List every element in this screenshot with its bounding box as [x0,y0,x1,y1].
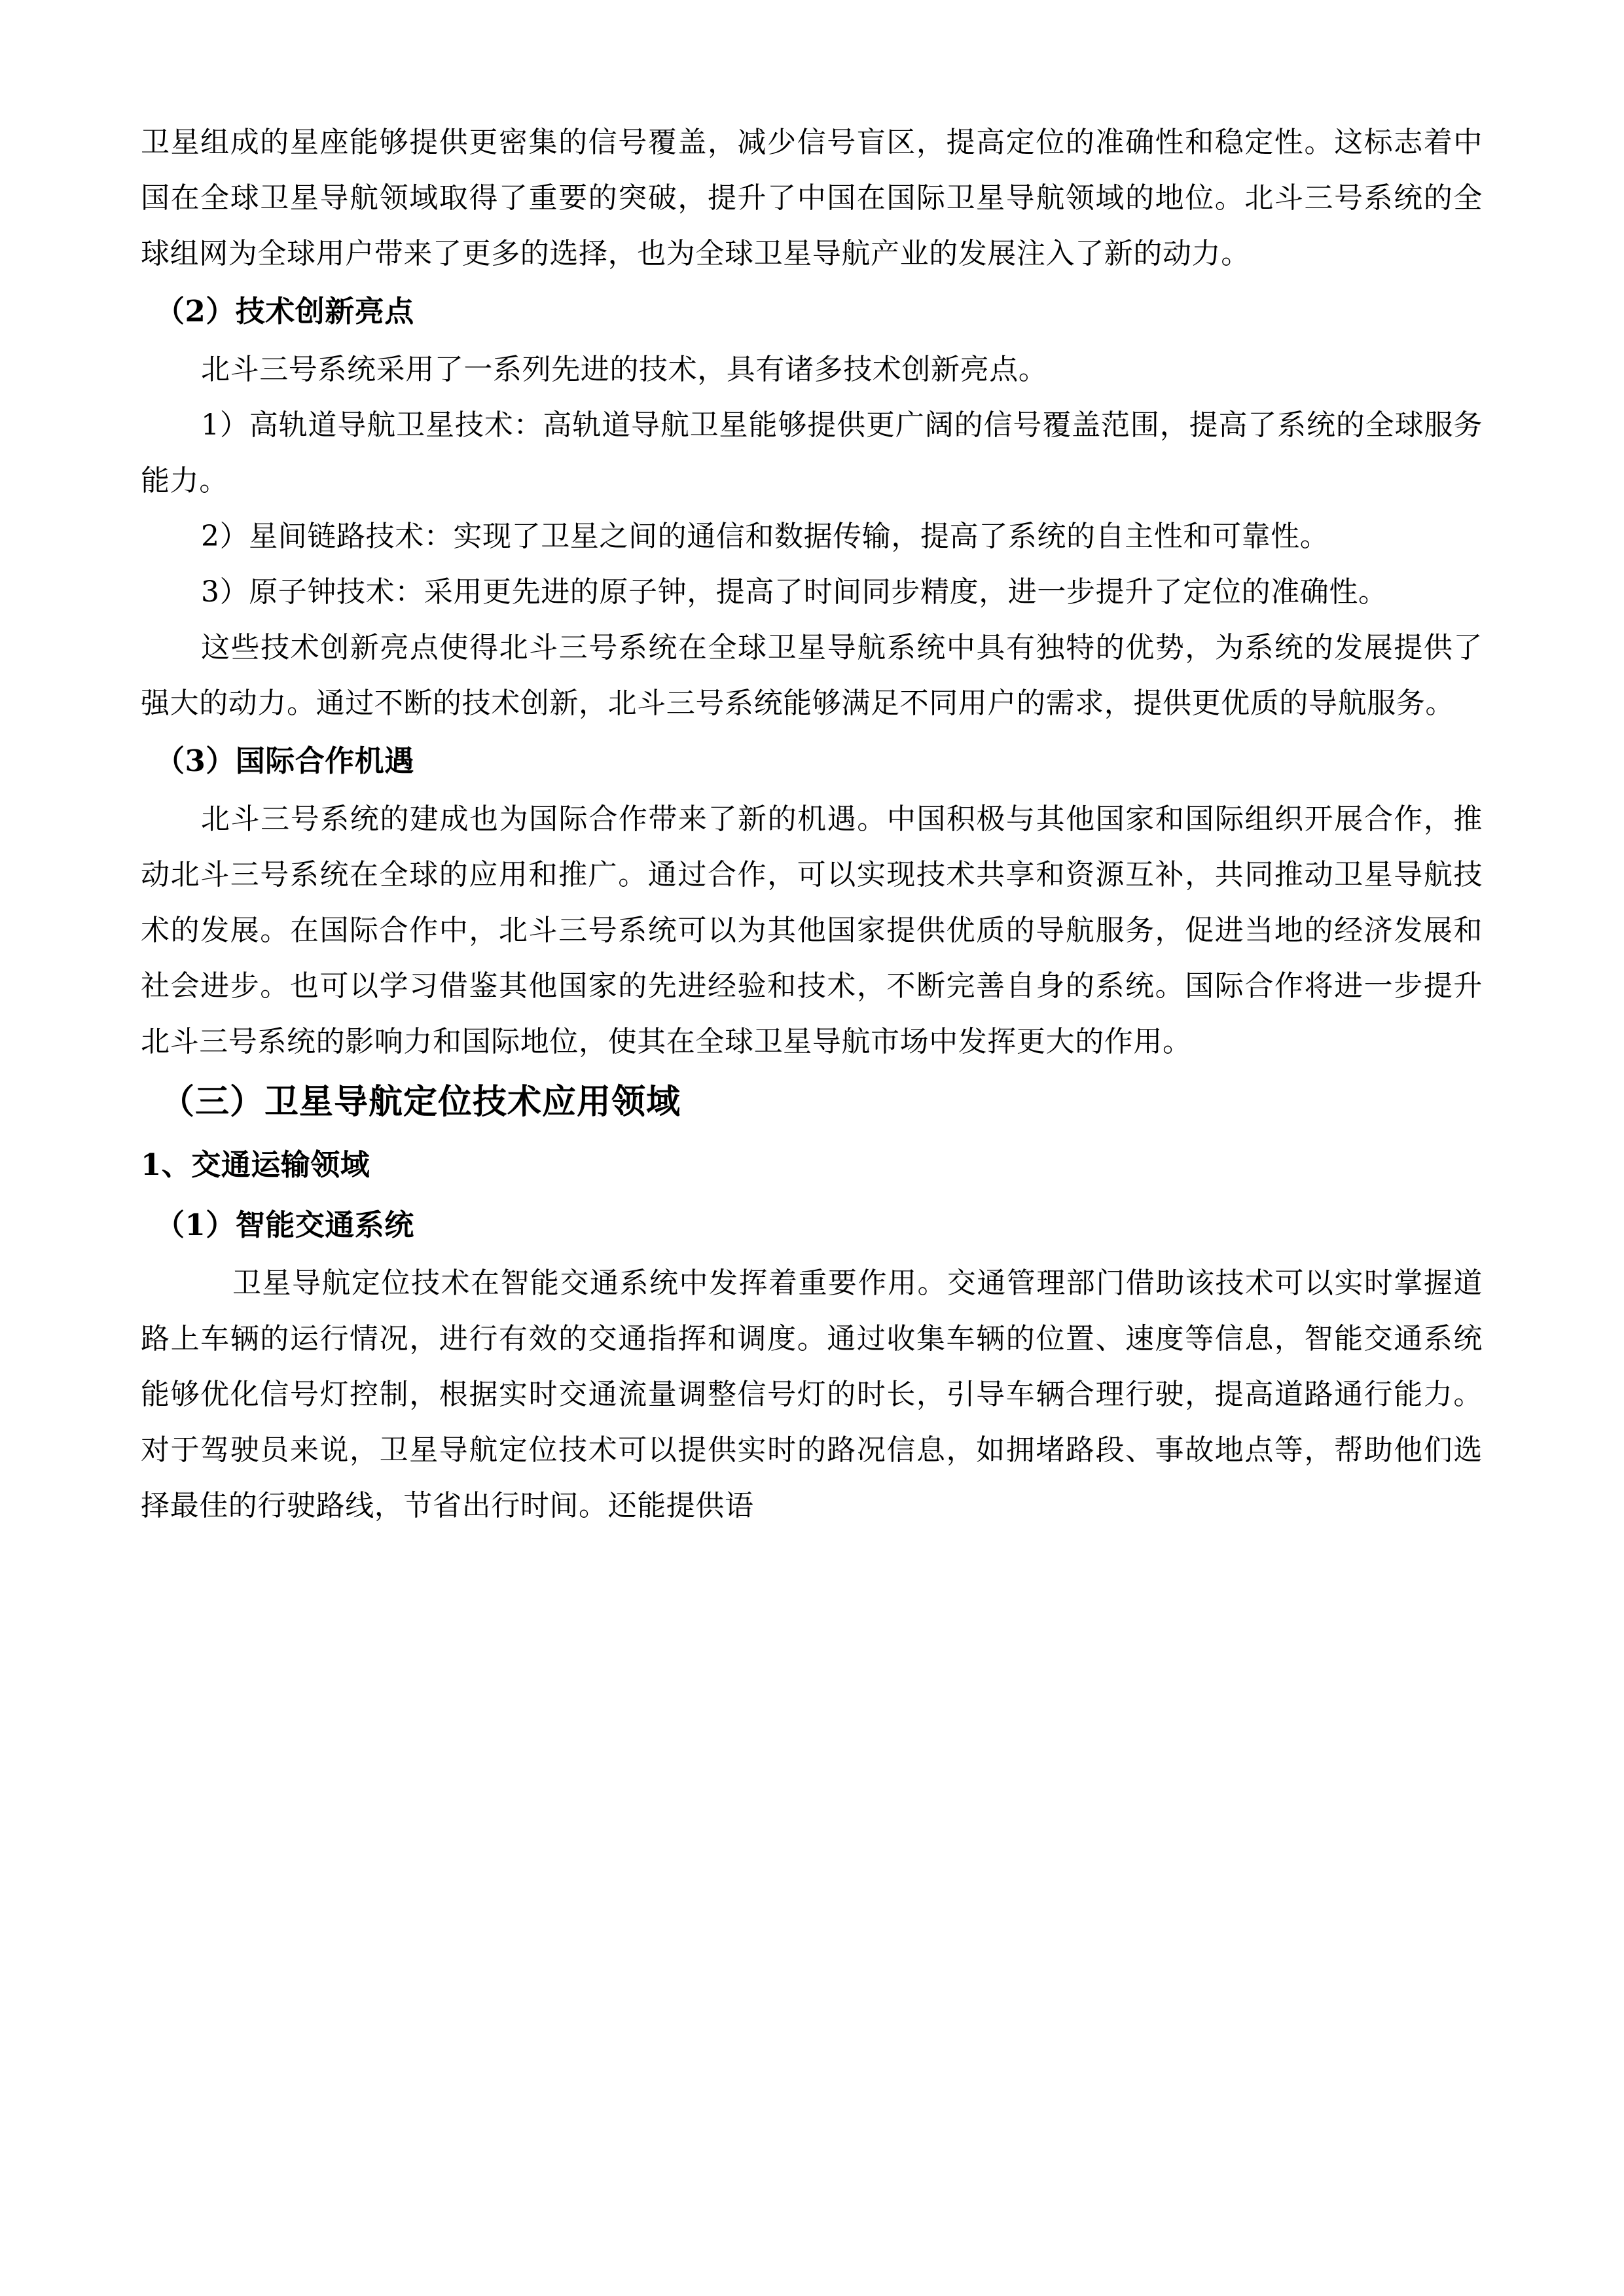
paragraph-international-cooperation: 北斗三号系统的建成也为国际合作带来了新的机遇。中国积极与其他国家和国际组织开展合作，推动北斗三号系统在全球的应用和推广。通过合作，可以实现技术共享和资源互补，共同推动卫星导航技术的发展。在国际合作中，北斗三号系统可以为其他国家提供优质的导航服务，促进当地的经济发展和社会进步。也可以学习借鉴其他国家的先进经验和技术，不断完善自身的系统。国际合作将进一步提升北斗三号系统的影响力和国际地位，使其在全球卫星导航市场中发挥更大的作用。 [141,802,1483,1058]
paragraph-item-atomic-clock: 3）原子钟技术：采用更先进的原子钟，提高了时间同步精度，进一步提升了定位的准确性。 [201,575,1388,609]
heading-transportation-field: 1、交通运输领域 [141,1147,370,1182]
paragraph-beidou-constellation: 卫星组成的星座能够提供更密集的信号覆盖，减少信号盲区，提高定位的准确性和稳定性。这标志着中国在全球卫星导航领域取得了重要的突破，提升了中国在国际卫星导航领域的地位。北斗三号系统的全球组网为全球用户带来了更多的选择，也为全球卫星导航产业的发展注入了新的动力。 [141,126,1483,270]
paragraph-intelligent-transport-system: 卫星导航定位技术在智能交通系统中发挥着重要作用。交通管理部门借助该技术可以实时掌握道路上车辆的运行情况，进行有效的交通指挥和调度。通过收集车辆的位置、速度等信息，智能交通系统能够优化信号灯控制，根据实时交通流量调整信号灯的时长，引导车辆合理行驶，提高道路通行能力。对于驾驶员来说，卫星导航定位技术可以提供实时的路况信息，如拥堵路段、事故地点等，帮助他们选择最佳的行驶路线，节省出行时间。还能提供语 [141,1266,1483,1522]
paragraph-tech-summary: 这些技术创新亮点使得北斗三号系统在全球卫星导航系统中具有独特的优势，为系统的发展提供了强大的动力。通过不断的技术创新，北斗三号系统能够满足不同用户的需求，提供更优质的导航服务。 [141,631,1483,720]
heading-intelligent-transport-system: （1）智能交通系统 [155,1208,414,1242]
heading-international-cooperation: （3）国际合作机遇 [155,744,414,778]
heading-tech-innovation: （2）技术创新亮点 [155,294,414,329]
heading-application-fields: （三）卫星导航定位技术应用领域 [160,1082,681,1122]
paragraph-item-high-orbit: 1）高轨道导航卫星技术：高轨道导航卫星能够提供更广阔的信号覆盖范围，提高了系统的全球服务能力。 [141,408,1483,497]
paragraph-tech-intro: 北斗三号系统采用了一系列先进的技术，具有诸多技术创新亮点。 [201,353,1048,386]
document-body [141,115,1483,1534]
paragraph-item-intersatellite-link: 2）星间链路技术：实现了卫星之间的通信和数据传输，提高了系统的自主性和可靠性。 [201,520,1329,553]
